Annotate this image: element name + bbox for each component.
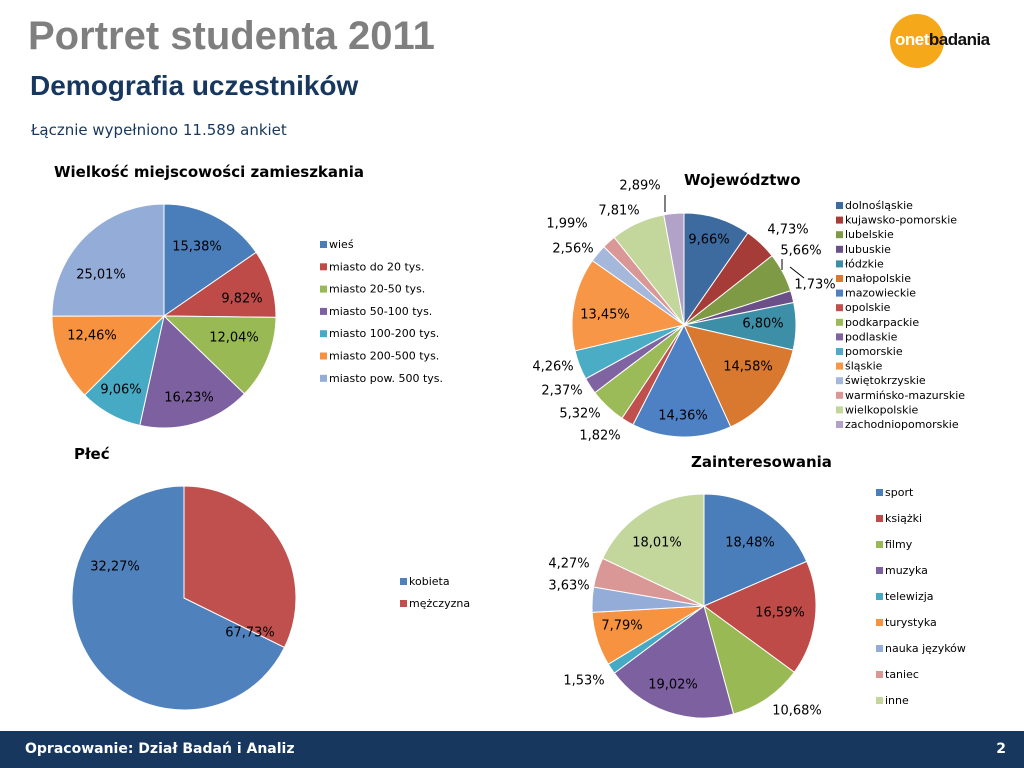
data-label-warminsko-mazurskie: 1,99%	[546, 216, 588, 232]
data-label-mezczyzna: 32,27%	[90, 559, 140, 575]
data-label-filmy: 10,68%	[772, 703, 822, 719]
chart-zainteresowania	[548, 453, 966, 719]
legend-swatch-podkarpackie	[836, 319, 843, 326]
label-leader-line	[790, 267, 804, 278]
legend-swatch-wielkopolskie	[836, 406, 843, 413]
chart-title-zainteresowania: Zainteresowania	[691, 453, 832, 471]
legend-swatch-dolnoslaskie	[836, 202, 843, 209]
legend-swatch-filmy	[876, 541, 883, 548]
legend-label-inne: inne	[885, 694, 909, 707]
legend-swatch-miasto-50-100-tys	[320, 308, 327, 315]
legend-label-sport: sport	[885, 486, 914, 499]
legend-label-telewizja: telewizja	[885, 590, 934, 603]
legend-swatch-slaskie	[836, 363, 843, 370]
legend-swatch-zachodniopomorskie	[836, 421, 843, 428]
legend-swatch-lubelskie	[836, 231, 843, 238]
data-label-miasto-20-50-tys: 12,04%	[209, 330, 259, 346]
legend-label-podkarpackie: podkarpackie	[845, 315, 920, 329]
logo-part-onet: onet	[895, 30, 929, 49]
data-label-mazowieckie: 14,36%	[658, 408, 708, 424]
data-label-sport: 18,48%	[725, 535, 775, 551]
data-label-lubuskie: 1,73%	[794, 277, 836, 293]
legend-label-lubelskie: lubelskie	[845, 228, 894, 242]
legend-swatch-taniec	[876, 671, 883, 678]
data-label-kobieta: 67,73%	[225, 625, 275, 641]
chart-wielkosc-miejscowosci-zamieszkania	[52, 163, 443, 428]
legend-swatch-nauka-jezykow	[876, 645, 883, 652]
footer-credit: Opracowanie: Dział Badań i Analiz	[25, 741, 295, 757]
legend-swatch-turystyka	[876, 619, 883, 626]
page-title: Portret studenta 2011	[28, 14, 435, 58]
legend-swatch-kobieta	[400, 578, 407, 585]
legend-label-miasto-100-200-tys: miasto 100-200 tys.	[329, 327, 440, 341]
page-number: 2	[996, 741, 1006, 757]
chart-title-wielkosc-miejscowosci-zamieszkania: Wielkość miejscowości zamieszkania	[54, 163, 364, 181]
legend-label-pomorskie: pomorskie	[845, 345, 903, 358]
data-label-miasto-50-100-tys: 16,23%	[164, 390, 214, 406]
legend-swatch-miasto-do-20-tys	[320, 263, 327, 270]
data-label-kujawsko-pomorskie: 4,73%	[767, 222, 809, 238]
data-label-swietokrzyskie: 2,56%	[552, 241, 594, 257]
legend-swatch-mezczyzna	[400, 600, 407, 607]
data-label-lodzkie: 6,80%	[742, 316, 784, 332]
page-subtitle: Demografia uczestników	[30, 70, 359, 101]
legend-label-muzyka: muzyka	[885, 564, 928, 577]
legend-swatch-pomorskie	[836, 348, 843, 355]
legend-label-mezczyzna: mężczyzna	[409, 597, 471, 610]
data-label-miasto-200-500-tys: 12,46%	[67, 328, 117, 344]
legend-swatch-miasto-100-200-tys	[320, 330, 327, 337]
legend-swatch-lubuskie	[836, 246, 843, 253]
legend-label-filmy: filmy	[885, 538, 913, 551]
legend-swatch-lodzkie	[836, 260, 843, 267]
data-label-podlaskie: 2,37%	[541, 383, 583, 399]
legend-swatch-telewizja	[876, 593, 883, 600]
data-label-turystyka: 7,79%	[601, 618, 643, 634]
legend-swatch-miasto-200-500-tys	[320, 353, 327, 360]
legend-label-opolskie: opolskie	[845, 301, 891, 315]
legend-label-malopolskie: małopolskie	[845, 272, 912, 285]
legend-label-warminsko-mazurskie: warmińsko-mazurskie	[845, 388, 966, 402]
data-label-podkarpackie: 5,32%	[559, 406, 601, 422]
legend-label-ksiazki: książki	[885, 512, 923, 525]
legend-swatch-sport	[876, 489, 883, 496]
legend-label-kobieta: kobieta	[409, 575, 450, 588]
data-label-wielkopolskie: 7,81%	[598, 203, 640, 219]
footer-bar	[0, 731, 1024, 768]
legend-label-turystyka: turystyka	[885, 616, 937, 629]
data-label-slaskie: 13,45%	[580, 307, 630, 323]
data-label-muzyka: 19,02%	[648, 677, 698, 693]
legend-label-miasto-20-50-tys: miasto 20-50 tys.	[329, 282, 426, 296]
data-label-zachodniopomorskie: 2,89%	[619, 178, 661, 194]
legend-label-lodzkie: łódzkie	[845, 257, 884, 271]
data-label-opolskie: 1,82%	[579, 428, 621, 444]
data-label-miasto-do-20-tys: 9,82%	[221, 291, 263, 307]
data-label-dolnoslaskie: 9,66%	[688, 232, 730, 248]
legend-label-kujawsko-pomorskie: kujawsko-pomorskie	[845, 213, 958, 227]
data-label-lubelskie: 5,66%	[780, 243, 822, 259]
legend-swatch-swietokrzyskie	[836, 377, 843, 384]
legend-swatch-mazowieckie	[836, 290, 843, 297]
legend-label-zachodniopomorskie: zachodniopomorskie	[845, 418, 959, 431]
legend-label-miasto-pow-500-tys: miasto pow. 500 tys.	[329, 371, 444, 385]
legend-swatch-wies	[320, 241, 327, 248]
data-label-ksiazki: 16,59%	[755, 605, 805, 621]
legend-label-wielkopolskie: wielkopolskie	[845, 403, 919, 417]
legend-label-slaskie: śląskie	[845, 359, 883, 373]
legend-label-podlaskie: podlaskie	[845, 330, 898, 344]
chart-wojewodztwo	[532, 171, 965, 444]
chart-plec	[72, 445, 470, 710]
legend-swatch-opolskie	[836, 304, 843, 311]
legend-swatch-inne	[876, 697, 883, 704]
legend-swatch-podlaskie	[836, 333, 843, 340]
legend-label-taniec: taniec	[885, 668, 919, 681]
legend-label-wies: wieś	[329, 238, 354, 251]
chart-title-wojewodztwo: Województwo	[684, 171, 801, 189]
data-label-malopolskie: 14,58%	[723, 359, 773, 375]
data-label-wies: 15,38%	[172, 239, 222, 255]
legend-swatch-warminsko-mazurskie	[836, 392, 843, 399]
legend-swatch-kujawsko-pomorskie	[836, 217, 843, 224]
legend-label-miasto-200-500-tys: miasto 200-500 tys.	[329, 349, 440, 363]
legend-swatch-ksiazki	[876, 515, 883, 522]
data-label-miasto-100-200-tys: 9,06%	[100, 382, 142, 398]
survey-count-note: Łącznie wypełniono 11.589 ankiet	[31, 121, 287, 139]
logo-part-badania: badania	[928, 30, 990, 49]
legend-swatch-miasto-20-50-tys	[320, 286, 327, 293]
data-label-telewizja: 1,53%	[563, 673, 605, 689]
data-label-nauka-jezykow: 3,63%	[548, 578, 590, 594]
data-label-taniec: 4,27%	[548, 556, 590, 572]
data-label-inne: 18,01%	[632, 535, 682, 551]
legend-label-miasto-do-20-tys: miasto do 20 tys.	[329, 260, 425, 274]
data-label-pomorskie: 4,26%	[532, 359, 574, 375]
legend-swatch-miasto-pow-500-tys	[320, 375, 327, 382]
legend-label-nauka-jezykow: nauka języków	[885, 642, 966, 655]
slice-miasto-pow-500-tys	[52, 204, 164, 316]
legend-label-mazowieckie: mazowieckie	[845, 286, 917, 300]
legend-label-dolnoslaskie: dolnośląskie	[845, 199, 913, 212]
chart-title-plec: Płeć	[74, 445, 110, 463]
legend-label-lubuskie: lubuskie	[845, 242, 891, 256]
legend-label-swietokrzyskie: świętokrzyskie	[845, 374, 926, 388]
legend-swatch-malopolskie	[836, 275, 843, 282]
legend-label-miasto-50-100-tys: miasto 50-100 tys.	[329, 304, 433, 318]
data-label-miasto-pow-500-tys: 25,01%	[76, 267, 126, 283]
legend-swatch-muzyka	[876, 567, 883, 574]
